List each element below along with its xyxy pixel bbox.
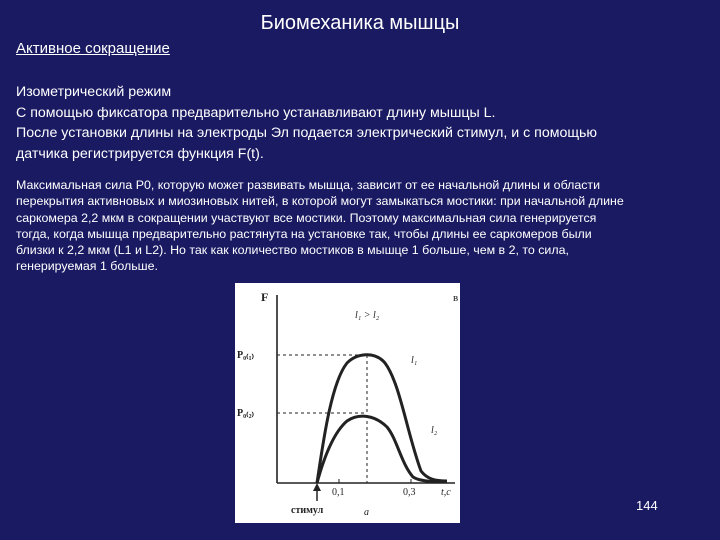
slide-title: Биомеханика мышцы bbox=[260, 12, 460, 34]
p02-label: P₀₍₂₎ bbox=[237, 408, 255, 419]
x-tick-2-label: 0,3 bbox=[403, 487, 416, 498]
slide-subtitle: Активное сокращение bbox=[16, 40, 170, 57]
para2-line: генерируемая 1 больше. bbox=[16, 259, 158, 274]
para2-line: близки к 2,2 мкм (L1 и L2). Но так как количество мостиков в мышце 1 больше, чем в 2, то сила, bbox=[16, 243, 569, 258]
isometric-paragraph bbox=[16, 82, 706, 164]
relation-label: l₁ > l₂ bbox=[355, 310, 380, 321]
stimulus-label: стимул bbox=[291, 505, 324, 516]
curve-l1 bbox=[317, 355, 447, 483]
y-axis-label: F bbox=[261, 290, 269, 304]
page-number: 144 bbox=[636, 498, 658, 513]
curve-l2 bbox=[317, 416, 447, 483]
x-tick-1-label: 0,1 bbox=[332, 487, 345, 498]
curve-l1-label: l₁ bbox=[411, 355, 418, 366]
bottom-label: а bbox=[364, 507, 369, 518]
para1-line: Изометрический режим bbox=[16, 84, 172, 100]
x-axis-label: t,c bbox=[441, 487, 451, 498]
para2-line: Максимальная сила P0, которую может развивать мышца, зависит от ее начальной длины и области bbox=[16, 178, 601, 192]
para1-line: С помощью фиксатора предварительно устанавливают длину мышцы L. bbox=[16, 104, 496, 121]
max-force-paragraph bbox=[16, 177, 706, 275]
curve-l2-label: l₂ bbox=[431, 425, 438, 436]
corner-label: в bbox=[453, 292, 459, 304]
p01-label: P₀₍₁₎ bbox=[237, 350, 255, 361]
force-time-figure bbox=[235, 283, 460, 523]
para2-line: перекрытия активновых и миозиновых нитей, в которой могут замыкаться мостики: при начальной длине bbox=[16, 194, 624, 209]
para1-line: датчика регистрируется функция F(t). bbox=[16, 145, 264, 162]
para2-line: тогда, когда мышца предварительно растянута на установке так, чтобы длины ее саркомеров были bbox=[16, 226, 592, 241]
para2-line: саркомера 2,2 мкм в сокращении участвуют все мостики. Поэтому максимальная сила генерируется bbox=[16, 210, 597, 225]
stimulus-arrowhead bbox=[313, 483, 321, 491]
para1-line: После установки длины на электроды Эл подается электрический стимул, и с помощью bbox=[16, 125, 598, 141]
force-time-graph bbox=[235, 283, 460, 523]
